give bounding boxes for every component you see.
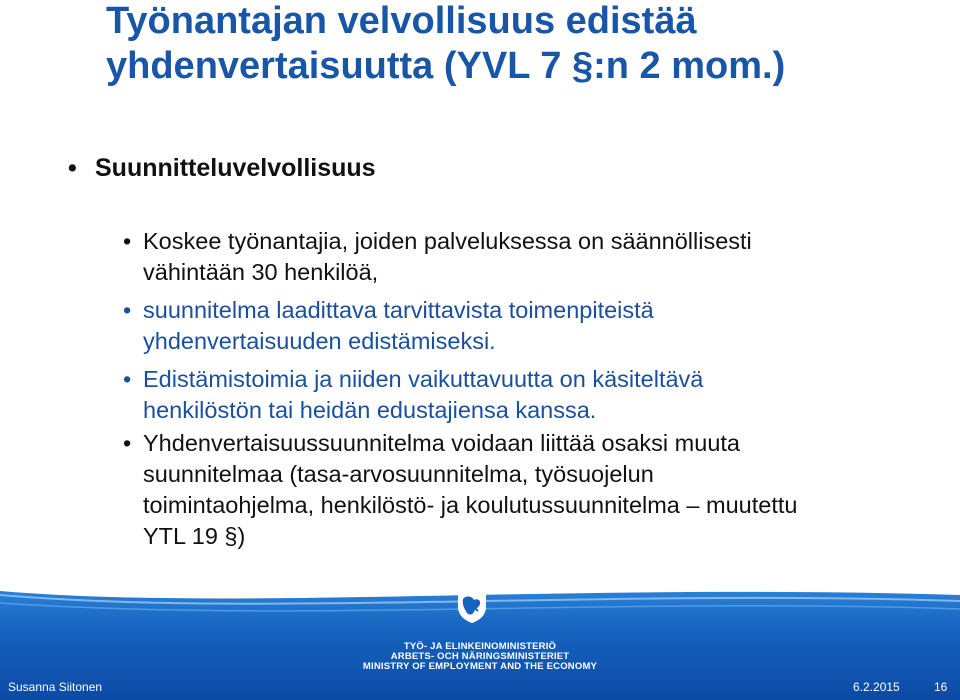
main-bullet-text: Suunnitteluvelvollisuus: [95, 154, 376, 182]
sub-bullet-line: yhdenvertaisuuden edistämiseksi.: [143, 328, 496, 354]
presenter-name: Susanna Siitonen: [8, 680, 103, 694]
sub-bullet-line: vähintään 30 henkilöä,: [143, 259, 379, 285]
bullet-dot-icon: •: [123, 366, 132, 392]
sub-bullet-line: suunnitelma laadittava tarvittavista toimenpiteistä: [143, 297, 654, 323]
page-number: 16: [934, 680, 948, 694]
ministry-name-fi: TYÖ- JA ELINKEINOMINISTERIÖ: [403, 641, 557, 652]
footer-band: [0, 583, 960, 700]
sub-bullet-4: [123, 428, 943, 552]
sub-bullet-line: Edistämistoimia ja niiden vaikuttavuutta on käsiteltävä: [143, 366, 704, 392]
sub-bullet-line: suunnitelmaa (tasa-arvosuunnitelma, työsuojelun: [143, 461, 654, 487]
sub-bullet-line: henkilöstön tai heidän edustajiensa kanssa.: [143, 397, 597, 423]
sub-bullet-line: Koskee työnantajia, joiden palveluksessa on säännöllisesti: [143, 228, 752, 254]
bullet-dot-icon: •: [123, 228, 132, 254]
bullet-dot-icon: •: [123, 430, 132, 456]
bullet-dot-icon: •: [68, 154, 77, 182]
sub-bullet-line: toimintaohjelma, henkilöstö- ja koulutussuunnitelma – muutettu: [143, 492, 798, 518]
ministry-name-sv: ARBETS- OCH NÄRINGSMINISTERIET: [390, 651, 570, 662]
main-bullet: [68, 152, 376, 184]
title-line-1: Työnantajan velvollisuus edistää: [106, 0, 697, 42]
slide-date: 6.2.2015: [853, 680, 900, 694]
sub-bullet-1: [123, 226, 943, 288]
title-line-2: yhdenvertaisuutta (YVL 7 §:n 2 mom.): [106, 45, 786, 87]
finnish-lion-crest-icon: [454, 589, 490, 625]
sub-bullet-3: [123, 364, 943, 426]
sub-bullet-2: [123, 295, 943, 357]
sub-bullet-line: YTL 19 §): [143, 523, 246, 549]
ministry-name-en: MINISTRY OF EMPLOYMENT AND THE ECONOMY: [362, 661, 598, 672]
bullet-dot-icon: •: [123, 297, 132, 323]
sub-bullet-line: Yhdenvertaisuussuunnitelma voidaan liittää osaksi muuta: [143, 430, 740, 456]
